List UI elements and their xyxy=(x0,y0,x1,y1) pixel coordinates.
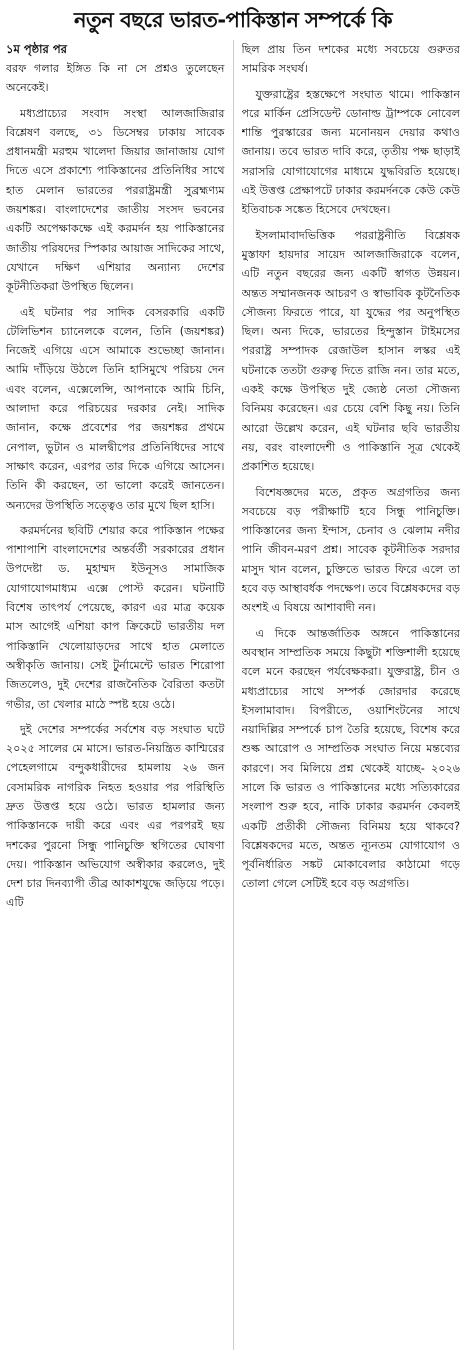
paragraph: দুই দেশের সম্পর্কের সর্বশেষ বড় সংঘাত ঘটে ২০২৫ সালের মে মাসে। ভারত-নিয়ন্ত্রিত কাশ্মিরের পেহেলগামে বন্দুকধারীদের হামলায় ২৬ জন বেসামরিক নাগরিক নিহত হওয়ার পর পরিস্থিতি দ্রুত উত্তপ্ত হয়ে ওঠে। ভারত হামলার জন্য পাকিস্তানকে দায়ী করে এবং এর পরপরই ছয় দশকের পুরনো সিন্ধু পানিচুক্তি স্থগিতের ঘোষণা দেয়। পাকিস্তান অভিযোগ অস্বীকার করলেও, দুই দেশ চার দিনব্যাপী তীব্র আকাশযুদ্ধে জড়িয়ে পড়ে। এটি xyxy=(6,722,225,910)
paragraph: যুক্তরাষ্ট্রের হস্তক্ষেপে সংঘাত থামে। পাকিস্তান পরে মার্কিন প্রেসিডেন্ট ডোনাল্ড ট্রাম্পকে নোবেল শান্তি পুরস্কারের জন্য মনোনয়ন দেয়ার কথাও জানায়। তবে ভারত দাবি করে, তৃতীয় পক্ষ ছাড়াই সরাসরি যোগাযোগের মাধ্যমে যুদ্ধবিরতি হয়েছে। এই উত্তপ্ত প্রেক্ষাপটে ঢাকার করমর্দনকে কেউ কেউ ইতিবাচক সঙ্কেত হিসেবে দেখছেন। xyxy=(241,87,460,217)
paragraph: ইসলামাবাদভিত্তিক পররাষ্ট্রনীতি বিশ্লেষক মুস্তাফা হায়দার সায়েদ আলজাজিরাকে বলেন, এটি নতুন বছরের জন্য একটি স্বাগত উন্নয়ন। অন্তত সম্মানজনক আচরণ ও স্বাভাবিক কূটনৈতিক সৌজন্য ফিরতে পারে, যা যুদ্ধের পর অনুপস্থিত ছিল। অন্য দিকে, ভারতের হিন্দুস্তান টাইমসের পররাষ্ট্র সম্পাদক রেজাউল হাসান লস্কর এই ঘটনাকে ততটা গুরুত্ব দিতে রাজি নন। তার মতে, একই কক্ষে উপস্থিত দুই জ্যেষ্ঠ নেতা সৌজন্য বিনিময় করেছেন। এর চেয়ে বেশি কিছু নয়। তিনি আরো উল্লেখ করেন, এই ঘটনার ছবি ভারতীয় নয়, বরং বাংলাদেশী ও পাকিস্তানি সূত্র থেকেই প্রকাশিত হয়েছে। xyxy=(241,228,460,474)
paragraph: এই ঘটনার পর সাদিক বেসরকারি একটি টেলিভিশন চ্যানেলকে বলেন, তিনি (জয়শঙ্কর) নিজেই এগিয়ে এসে আমাকে শুভেচ্ছা জানান। আমি দাঁড়িয়ে উঠলে তিনি হাসিমুখে পরিচয় দেন এবং বলেন, এক্সেলেন্সি, আপনাকে আমি চিনি, আলাদা করে পরিচয়ের দরকার নেই। সাদিক জানান, কক্ষে প্রবেশের পর জয়শঙ্কর প্রথমে নেপাল, ভুটান ও মালদ্বীপের প্রতিনিধিদের সাথে সাক্ষাৎ করেন, এরপর তার দিকে এগিয়ে আসেন। তিনি কী করছেন, তা ভালো করেই জানতেন। অন্যদের উপস্থিতি সত্ত্বেও তার মুখে ছিল হাসি। xyxy=(6,305,225,512)
left-column xyxy=(6,40,225,1350)
right-column xyxy=(242,40,461,1350)
paragraph: এ দিকে আন্তর্জাতিক অঙ্গনে পাকিস্তানের অবস্থান সাম্প্রতিক সময়ে কিছুটা শক্তিশালী হয়েছে বলে মনে করছেন পর্যবেক্ষকরা। যুক্তরাষ্ট্র, চীন ও মধ্যপ্রাচ্যের সাথে সম্পর্ক জোরদার করেছে ইসলামাবাদ। বিপরীতে, ওয়াশিংটনের সাথে নয়াদিল্লির সম্পর্কে চাপ তৈরি হয়েছে, বিশেষ করে শুল্ক আরোপ ও সাম্প্রতিক সংঘাত নিয়ে মন্তব্যের কারণে। সব মিলিয়ে প্রশ্ন থেকেই যাচ্ছে- ২০২৬ সালে কি ভারত ও পাকিস্তানের মধ্যে সত্যিকারের সংলাপ শুরু হবে, নাকি ঢাকার করমর্দন কেবলই একটি প্রতীকী সৌজন্য বিনিময় হয়ে থাকবে? বিশ্লেষকদের মতে, অন্তত ন্যূনতম যোগাযোগ ও পূর্বনির্ধারিত সঙ্কট মোকাবেলার কাঠামো গড়ে তোলা গেলে সেটিই হবে বড় অগ্রগতি। xyxy=(241,626,460,891)
continued-from-label: ১ম পৃষ্ঠার পর xyxy=(6,42,67,56)
column-divider xyxy=(233,40,234,1350)
paragraph: করমর্দনের ছবিটি শেয়ার করে পাকিস্তান পক্ষের পাশাপাশি বাংলাদেশের অন্তর্বর্তী সরকারের প্রধান উপদেষ্টা ড. মুহাম্মদ ইউনূসও সামাজিক যোগাযোগমাধ্যম এক্সে পোস্ট করেন। ঘটনাটি বিশেষ তাৎপর্য পেয়েছে, কারণ এর মাত্র কয়েক মাস আগেই এশিয়া কাপ ক্রিকেটে ভারতীয় দল পাকিস্তানি খেলোয়াড়দের সাথে হাত মেলাতে অস্বীকৃতি জানায়। সেই টুর্নামেন্টে ভারত শিরোপা জিতলেও, দুই দেশের রাজনৈতিক বৈরিতা কতটা গভীর, তা খেলার মাঠে স্পষ্ট হয়ে ওঠে। xyxy=(6,523,225,711)
headline: নতুন বছরে ভারত-পাকিস্তান সম্পর্কে কি xyxy=(73,8,393,32)
paragraph: ছিল প্রায় তিন দশকের মধ্যে সবচেয়ে গুরুতর সামরিক সংঘর্ষ। xyxy=(241,43,460,76)
paragraph: বরফ গলার ইঙ্গিত কি না সে প্রশ্নও তুলেছেন অনেকেই। xyxy=(6,62,225,95)
article-body xyxy=(6,40,460,1350)
paragraph: মধ্যপ্রাচ্যের সংবাদ সংস্থা আলজাজিরার বিশ্লেষণ বলছে, ৩১ ডিসেম্বর ঢাকায় সাবেক প্রধানমন্ত্রী মরহুম খালেদা জিয়ার জানাজায় যোগ দিতে এসে প্রকাশ্যে পাকিস্তানের প্রতিনিধির সাথে হাত মেলান ভারতের পররাষ্ট্রমন্ত্রী সুব্রহ্মণ্যম জয়শঙ্কর। বাংলাদেশের জাতীয় সংসদ ভবনের একটি অপেক্ষাকক্ষে এই করমর্দন হয় পাকিস্তানের জাতীয় পরিষদের স্পিকার আয়াজ সাদিকের সাথে, যেখানে দক্ষিণ এশিয়ার অন্যান্য দেশের কূটনীতিকরা উপস্থিত ছিলেন। xyxy=(6,106,225,294)
paragraph: বিশেষজ্ঞদের মতে, প্রকৃত অগ্রগতির জন্য সবচেয়ে বড় পরীক্ষাটি হবে সিন্ধু পানিচুক্তি। পাকিস্তানের জন্য ইন্দাস, চেনাব ও ঝেলাম নদীর পানি জীবন-মরণ প্রশ্ন। সাবেক কূটনীতিক সরদার মাসুদ খান বলেন, চুক্তিতে ভারত ফিরে এলে তা হবে বড় আস্থাবর্ধক পদক্ষেপ। তবে বিশ্লেষকদের বড় অংশই এ বিষয়ে আশাবাদী নন। xyxy=(241,485,460,615)
